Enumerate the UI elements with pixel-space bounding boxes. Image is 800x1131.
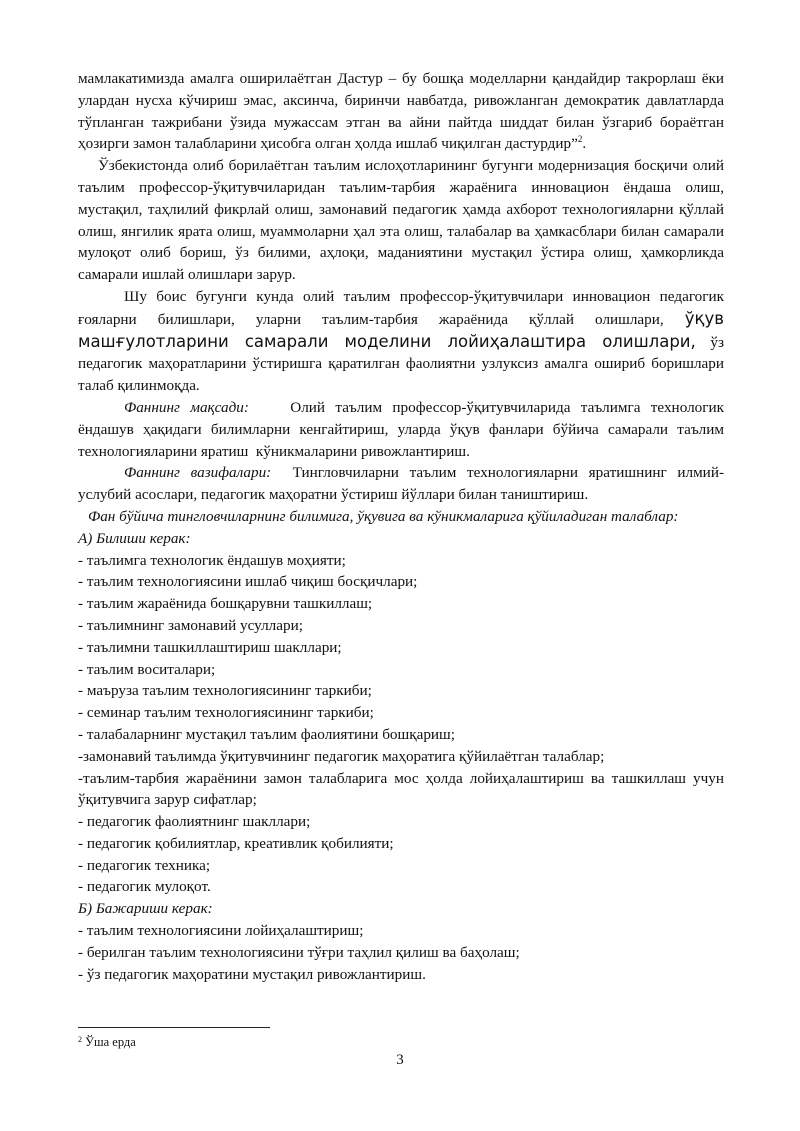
intro-end: . [582, 135, 587, 153]
list-item: - педагогик мулоқот. [78, 878, 211, 896]
list-item: -замонавий таълимда ўқитувчининг педагогик маҳоратига қўйилаётган талаблар; [78, 747, 605, 765]
section-b-list [78, 920, 724, 985]
goal-label: Фаннинг мақсади: [124, 398, 249, 416]
footnote-mark: 2 [78, 1035, 82, 1044]
list-item: -таълим-тарбия жараёнини замон талабларига мос ҳолда лойиҳалаштириш ва ташкиллаш учун ўқитувчига зарур сифатлар; [78, 769, 724, 809]
section-a-heading: А) Билиши керак: [78, 529, 191, 547]
list-item: - педагогик қобилиятлар, креативлик қобилияти; [78, 834, 394, 852]
innovation-paragraph [78, 286, 724, 397]
list-item: - семинар таълим технологиясининг таркиби; [78, 704, 374, 722]
list-item: - ўз педагогик маҳоратини мустақил ривожлантириш. [78, 965, 426, 983]
tasks-label: Фаннинг вазифалари: [124, 464, 272, 482]
goal-text: Олий таълим профессор-ўқитувчиларида таълимга технологик ёндашув ҳақидаги билимларни кенгайтириш, уларда ўқув фанлари бўйича самарали таълим технологияларини яратиш кўникмаларини ривожлантириш. [78, 398, 728, 460]
goal-paragraph [78, 397, 728, 462]
tasks-text: Тингловчиларни таълим технологияларни яратишнинг илмий-услубий асослари, педагогик маҳоратни ўстириш йўллари билан таништириш. [78, 464, 724, 504]
list-item: - берилган таълим технологиясини тўғри таҳлил қилиш ва баҳолаш; [78, 943, 520, 961]
document-page [78, 68, 728, 985]
innovation-text-1: Шу боис бугунги кунда олий таълим профессор-ўқитувчилари инновацион педагогик ғояларни билишлари, уларни таълим-тарбия жараёнида қўллай олишлари, [78, 287, 724, 328]
list-item: - педагогик фаолиятнинг шакллари; [78, 813, 311, 831]
innovation-text-emphasis: ўқув машғулотларини самарали моделини лойиҳалаштира олишлари, [78, 308, 724, 351]
footnote [78, 1034, 136, 1050]
requirements-heading: Фан бўйича тингловчиларнинг билимига, ўқувига ва кўникмаларига қўйиладиган талаблар: [88, 507, 679, 525]
list-item: - таълим жараёнида бошқарувни ташкиллаш; [78, 595, 373, 613]
footnote-divider [78, 1027, 270, 1028]
modernization-paragraph: Ўзбекистонда олиб борилаётган таълим ислоҳотларининг бугунги модернизация босқичи олий таълим профессор-ўқитувчиларидан таълим-тарбия жараёнига инновацион ёндаша олиш, мустақил, таҳлилий фикрлай олиш, замонавий педагогик ҳамда ахборот технологияларни қўллай олиш, янгилик ярата олиш, муаммоларни ҳал эта олиш, талабалар ва ҳамкасблари билан самарали мулоқот олиб бориш, ўз билими, аҳлоқи, маданиятини мустақил ўстира олиш, ҳамкорликда самарали ишлай олишлари зарур. [78, 157, 724, 284]
list-item: - таълимга технологик ёндашув моҳияти; [78, 551, 346, 569]
list-item: - таълим воситалари; [78, 660, 216, 678]
tasks-paragraph [78, 462, 724, 506]
innovation-text-3: ўз педагогик маҳоратларини ўстиришга қаратилган фаолиятни узлуксиз амалга ошириб боришлари талаб қилинмоқда. [78, 333, 724, 395]
intro-text: мамлакатимизда амалга оширилаётган Дастур – бу бошқа моделларни қандайдир такрорлаш ёки улардан нусха кўчириш эмас, аксинча, биринчи навбатда, ривожланган демократик давлатларда тўпланган тажрибани ўзида мужассам этган ва айни пайтда шиддат билан ўзгариб бораётган ҳозирги замон талабларини ҳисобга олган ҳолда ишлаб чиқилган дастурдир” [78, 70, 724, 153]
footnote-reference[interactable]: 2 [577, 134, 583, 145]
list-item: - педагогик техника; [78, 856, 211, 874]
list-item: - маъруза таълим технологиясининг таркиби; [78, 682, 372, 700]
page-number: 3 [396, 1052, 404, 1068]
list-item: - таълимни ташкиллаштириш шакллари; [78, 638, 342, 656]
intro-paragraph [78, 68, 724, 155]
section-b-heading: Б) Бажариши керак: [78, 900, 213, 918]
list-item: - талабаларнинг мустақил таълим фаолиятини бошқариш; [78, 725, 455, 743]
footnote-text: Ўша ерда [82, 1035, 136, 1049]
list-item: - таълим технологиясини лойиҳалаштириш; [78, 922, 364, 940]
list-item: - таълимнинг замонавий усуллари; [78, 616, 303, 634]
section-a-list [78, 550, 724, 899]
list-item: - таълим технологиясини ишлаб чиқиш босқичлари; [78, 573, 418, 591]
